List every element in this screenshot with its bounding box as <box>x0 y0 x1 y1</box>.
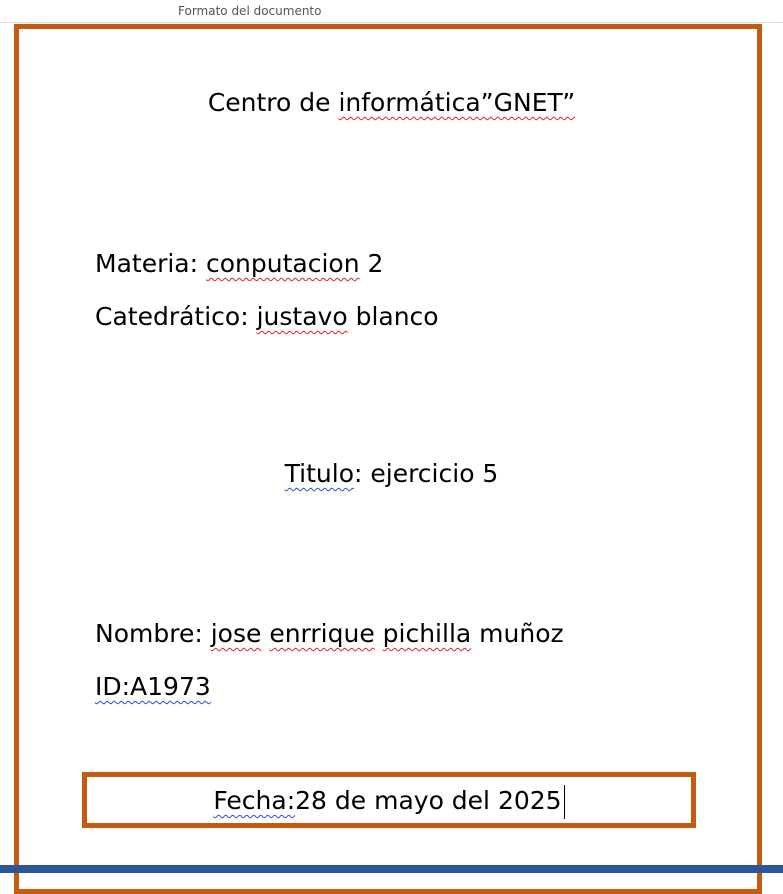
nombre-space-2 <box>375 619 383 648</box>
date-text-box[interactable] <box>82 772 696 828</box>
text-cursor <box>564 785 565 819</box>
id-value: A1973 <box>130 672 211 701</box>
nombre-first[interactable]: jose <box>210 619 262 648</box>
nombre-label: Nombre: <box>95 619 211 648</box>
nombre-second[interactable]: enrrique <box>269 619 375 648</box>
nombre-third[interactable]: pichilla <box>382 619 472 648</box>
id-label: ID: <box>95 672 131 701</box>
institution-prefix: Centro de <box>207 88 339 117</box>
fecha-value: 28 de mayo del 2025 <box>295 786 562 815</box>
id-line[interactable] <box>95 672 211 702</box>
catedratico-line[interactable] <box>95 302 439 332</box>
fecha-line[interactable] <box>213 785 564 819</box>
catedratico-suffix: blanco <box>347 302 439 331</box>
materia-line[interactable] <box>95 249 383 279</box>
id-text[interactable] <box>95 672 211 701</box>
institution-line[interactable] <box>0 88 783 118</box>
titulo-line[interactable] <box>0 459 783 489</box>
materia-label: Materia: <box>95 249 206 278</box>
document-format-label[interactable]: Formato del documento <box>178 4 322 18</box>
fecha-label[interactable]: Fecha: <box>213 786 296 815</box>
materia-suffix: 2 <box>359 249 384 278</box>
titulo-label[interactable]: Titulo <box>284 459 354 488</box>
catedratico-label: Catedrático: <box>95 302 257 331</box>
materia-value[interactable]: conputacion <box>206 249 360 278</box>
catedratico-value[interactable]: justavo <box>256 302 348 331</box>
titulo-suffix: : ejercicio 5 <box>354 459 499 488</box>
nombre-line[interactable] <box>95 619 564 649</box>
status-bar <box>0 865 783 873</box>
nombre-suffix: muñoz <box>471 619 564 648</box>
document-top-bar <box>0 0 783 23</box>
institution-name[interactable]: informática”GNET” <box>338 88 576 117</box>
